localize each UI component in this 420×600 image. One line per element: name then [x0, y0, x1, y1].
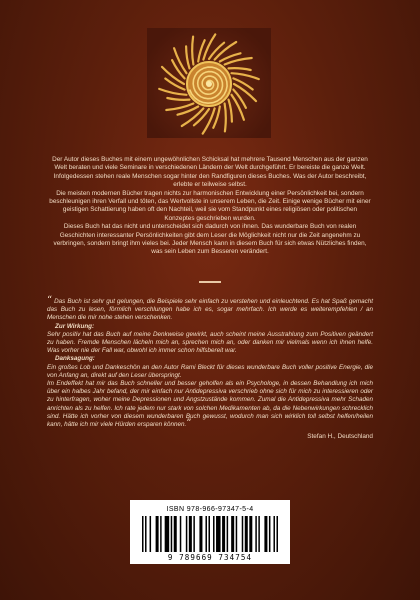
barcode-bar	[145, 516, 147, 552]
barcode-bar	[160, 516, 162, 552]
sun-ray	[165, 79, 184, 90]
barcode-bar	[249, 516, 252, 552]
sun-ray	[229, 100, 232, 122]
barcode-bar	[180, 516, 182, 552]
sun-emblem	[147, 28, 271, 138]
effect-heading: Zur Wirkung:	[55, 322, 95, 330]
barcode-bar	[171, 516, 173, 552]
effect-text: Sehr positiv hat das Buch auf meine Denkweise gewirkt, auch scheint meine Ausstrahlung zum Positiven geändert zu haben. Fremde Menschen lächeln mich an, sprechen mich an, oder danken mir vielmals wenn ich ihnen helfe. Was vorher nie der Fall war, obwohl ich immer schon hilfsbereit war.	[47, 330, 373, 355]
barcode-bar	[199, 516, 202, 552]
close-quote-icon: ”	[186, 418, 192, 430]
barcode-bar	[258, 516, 260, 552]
sun-ray	[167, 98, 189, 100]
barcode-bar	[213, 516, 215, 552]
sun-ray	[203, 34, 215, 59]
review-intro	[47, 295, 373, 323]
sun-spiral-icon	[147, 28, 271, 138]
thanks-heading: Danksagung:	[55, 355, 95, 363]
closing-text-body: Im Endeffekt hat mir das Buch schneller und besser geholfen als ein Psychologe, in dessen Behandlung ich mich über ein halbes Jahr befand, der mir einfach nur Antidepressiva verschrieb ohne sich für mich zu interessieren oder zu hinterfragen, woher meine Depressionen und Angstzustände kommen. Zumal die Antidepressiva mehr Schaden anrichten als zu helfen. Ich rate jedem nur stark von solchen Medikamenten ab, da die Nebenwirkungen schrecklich sind. Hätte ich vorher von diesem wunderbaren Buch gewusst, wodurch man sich wirklich toll selbst helfen/heilen kann, hätte ich mir viele Hürden ersparen können.	[47, 380, 373, 429]
barcode-bar	[222, 516, 225, 552]
barcode-bar	[165, 516, 170, 552]
divider	[199, 281, 221, 283]
open-quote-icon: “	[47, 295, 53, 306]
sun-ray	[182, 108, 204, 126]
about-paragraph-3: Dieses Buch hat das nicht und unterscheidet sich dadurch von ihnen. Das wunderbare Buch von realen Geschichten interessanter Persönlichkeiten gibt dem Leser die Möglichkeit nicht nur die Zeit angenehm zu verbringen, sondern bringt ihm vieles bei. Jeder Mensch kann in diesem Buch für sich etwas Nützliches finden, was sein Leben zum Besseren verändert.	[53, 223, 367, 256]
barcode-bar	[231, 516, 234, 552]
barcode-digits: 9 789669 734754	[167, 553, 253, 562]
barcode-bar	[276, 516, 278, 552]
thanks-text: Ein großes Lob und Dankeschön an den Autor Rami Bleckt für dieses wunderbare Buch voller positive Energie, die von Anfang an, direkt auf den Leser überspringt.	[47, 363, 373, 379]
sun-ray	[215, 42, 237, 60]
barcode-bar	[186, 516, 188, 552]
sun-ray	[232, 95, 244, 120]
barcode-bar	[156, 516, 159, 552]
sun-ray	[229, 68, 251, 70]
barcode-bar	[208, 516, 210, 552]
sun-ray	[174, 48, 186, 73]
barcode-bar	[205, 516, 207, 552]
barcode-bar	[142, 516, 144, 552]
about-paragraph-2: Die meisten modernen Bücher tragen nichts zur harmonischen Entwicklung einer Persönlichkeit bei, sondern beschleunigen ihren Verfall und töten, das Wertvollste in unserem Leben, die Zeit. Einige wenige Bücher mit einer geistigen Schattierung haben oft den Nachteil, weil sie vom Standpunkt eines religiösen oder politischen Konzeptes geschrieben wurden.	[49, 189, 371, 222]
about-paragraph-1: Der Autor dieses Buches mit einem ungewöhnlichen Schicksal hat mehrere Tausend Menschen aus der ganzen Welt beraten und viele Seminare in verschiedenen Ländern der Welt durchgeführt. Er bereiste die ganze Welt. Infolgedessen stehen reale Menschen sogar hinter den Randfiguren dieses Buches. Was der Autor beschreibt, erlebte er teilweise selbst.	[52, 156, 368, 189]
sun-ray	[192, 37, 193, 65]
sun-ray	[233, 78, 252, 89]
review-intro-text: Das Buch ist sehr gut gelungen, die Beispiele sehr einfach zu verstehen und einleuchtend. Es hat Spaß gemacht das Buch zu lesen, förmlich verschlungen habe ich es, sogar mehrfach. Ich werde es weiterempfehlen / an Menschen die mir nohe stehen verschenken.	[47, 298, 373, 322]
barcode-bar	[236, 516, 238, 552]
sun-ray	[166, 104, 193, 111]
barcode-bar	[255, 516, 257, 552]
sun-ray	[225, 58, 252, 65]
barcode-bar	[150, 516, 152, 552]
isbn-label: ISBN 978-966-97347-5-4	[166, 506, 254, 513]
barcode-bar	[273, 516, 275, 552]
closing-text	[47, 380, 373, 429]
barcode-bar	[269, 516, 271, 552]
barcode-bar	[189, 516, 192, 552]
barcode-bar	[242, 516, 244, 552]
barcode-bars	[142, 516, 278, 552]
reader-review	[47, 295, 373, 441]
about-text	[48, 156, 372, 257]
barcode-bar	[174, 516, 177, 552]
sun-ray	[186, 46, 189, 68]
barcode-bar	[216, 516, 221, 552]
barcode-bar	[227, 516, 229, 552]
review-signature: Stefan H., Deutschland	[307, 433, 373, 441]
sun-ray	[203, 108, 215, 133]
barcode-bar	[264, 516, 267, 552]
barcode-bar	[193, 516, 195, 552]
isbn-barcode	[130, 500, 290, 564]
sun-ray	[225, 104, 226, 132]
barcode-bar	[245, 516, 248, 552]
